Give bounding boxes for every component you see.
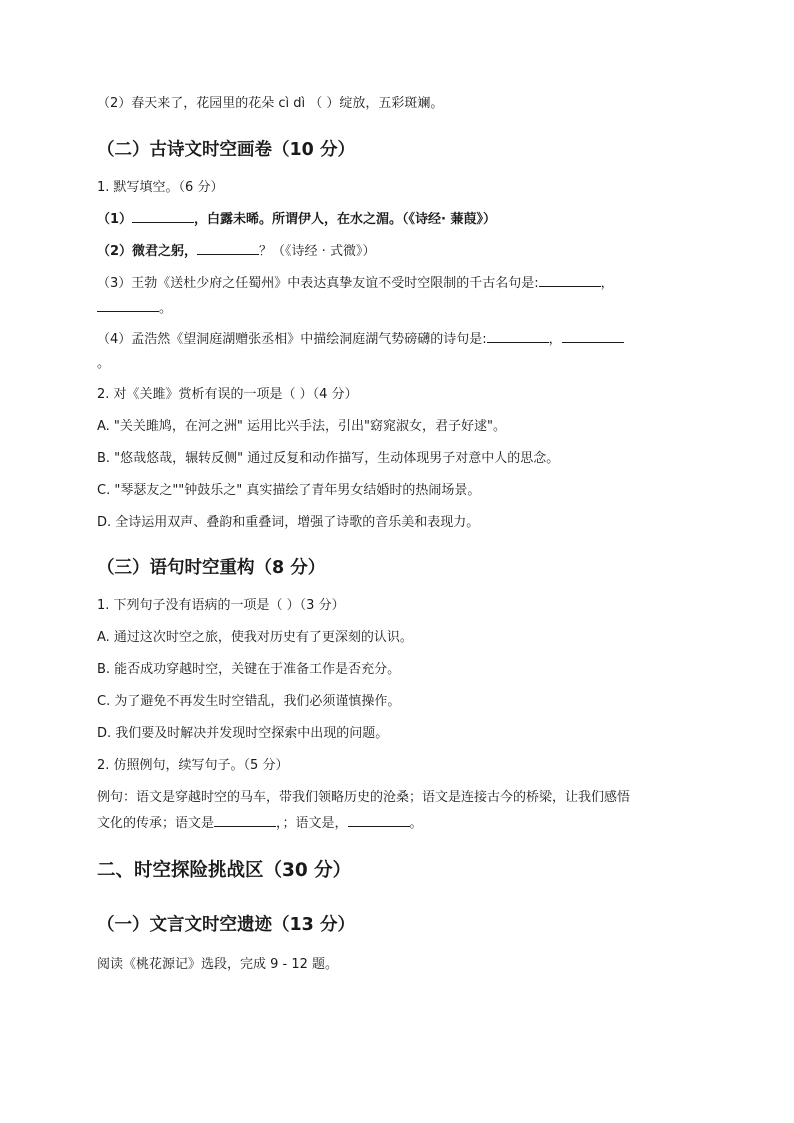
poetry-q1-item4-end: 。	[97, 356, 111, 371]
section-classical-title: （一）文言文时空遗迹（13 分）	[97, 915, 355, 935]
poetry-q1-stem: 1. 默写填空。（6 分）	[97, 180, 224, 195]
poetry-q1-item3-cont	[97, 299, 172, 319]
item4-sep: ，	[548, 332, 562, 347]
sentence-q1-stem: 1. 下列句子没有语病的一项是（ ）（3 分）	[97, 598, 345, 613]
answer-blank[interactable]	[214, 814, 276, 827]
section-sentence-title: （三）语句时空重构（8 分）	[97, 558, 326, 578]
poetry-q2-option-d: D. 全诗运用双声、叠韵和重叠词，增强了诗歌的音乐美和表现力。	[97, 515, 480, 530]
poetry-q2-stem: 2. 对《关雎》赏析有误的一项是（ ）（4 分）	[97, 387, 358, 402]
sentence-q2-stem: 2. 仿照例句，续写句子。（5 分）	[97, 758, 289, 773]
sentence-q1-option-d: D. 我们要及时解决并发现时空探索中出现的问题。	[97, 726, 389, 741]
poetry-q2-option-b: B. "悠哉悠哉，辗转反侧" 通过反复和动作描写，生动体现男子对意中人的思念。	[97, 451, 560, 466]
item2-prefix: （2）微君之躬，	[97, 244, 198, 259]
example-line2-a: 文化的传承；语文是	[97, 816, 215, 831]
answer-blank[interactable]	[197, 242, 259, 255]
part-two-title: 二、时空探险挑战区（30 分）	[97, 860, 352, 881]
sentence-q1-option-c: C. 为了避免不再发生时空错乱，我们必须谨慎操作。	[97, 694, 401, 709]
poetry-q1-item2	[97, 242, 375, 262]
question-spring: （2）春天来了，花园里的花朵 cì dì （ ）绽放，五彩斑斓。	[97, 96, 444, 111]
item3-end: 。	[159, 301, 173, 316]
poetry-q1-item4	[97, 330, 624, 350]
example-line2-b: ，；语文是，	[276, 816, 348, 831]
poetry-q2-option-c: C. "琴瑟友之""钟鼓乐之" 真实描绘了青年男女结婚时的热闹场景。	[97, 483, 481, 498]
section-poetry-title: （二）古诗文时空画卷（10 分）	[97, 140, 355, 160]
example-line2-c: 。	[409, 816, 423, 831]
answer-blank[interactable]	[562, 330, 624, 343]
item1-prefix: （1）	[97, 212, 133, 227]
item3-sep: ，	[600, 276, 614, 291]
poetry-q1-item3	[97, 274, 614, 294]
item3-text: （3）王勃《送杜少府之任蜀州》中表达真挚友谊不受时空限制的千古名句是:	[97, 276, 539, 291]
sentence-q1-option-b: B. 能否成功穿越时空，关键在于准备工作是否充分。	[97, 662, 401, 677]
sentence-q2-example-line2	[97, 814, 423, 834]
section-classical-intro: 阅读《桃花源记》选段，完成 9 - 12 题。	[97, 957, 339, 972]
item2-suffix: ？（《诗经 · 式微》）	[259, 244, 376, 259]
sentence-q2-example-line1: 例句：语文是穿越时空的马车，带我们领略历史的沧桑；语文是连接古今的桥梁，让我们感悟	[97, 790, 631, 805]
answer-blank[interactable]	[487, 330, 549, 343]
poetry-q1-item1	[97, 210, 496, 230]
answer-blank[interactable]	[97, 299, 159, 312]
poetry-q2-option-a: A. "关关雎鸠，在河之洲" 运用比兴手法，引出"窈窕淑女，君子好逑"。	[97, 419, 506, 434]
item4-text: （4）孟浩然《望洞庭湖赠张丞相》中描绘洞庭湖气势磅礴的诗句是:	[97, 332, 487, 347]
answer-blank[interactable]	[539, 274, 601, 287]
item1-text: ，白露未晞。所谓伊人，在水之湄。（《诗经· 蒹葭》）	[194, 212, 497, 227]
answer-blank[interactable]	[348, 814, 410, 827]
sentence-q1-option-a: A. 通过这次时空之旅，使我对历史有了更深刻的认识。	[97, 630, 413, 645]
answer-blank[interactable]	[132, 210, 194, 223]
